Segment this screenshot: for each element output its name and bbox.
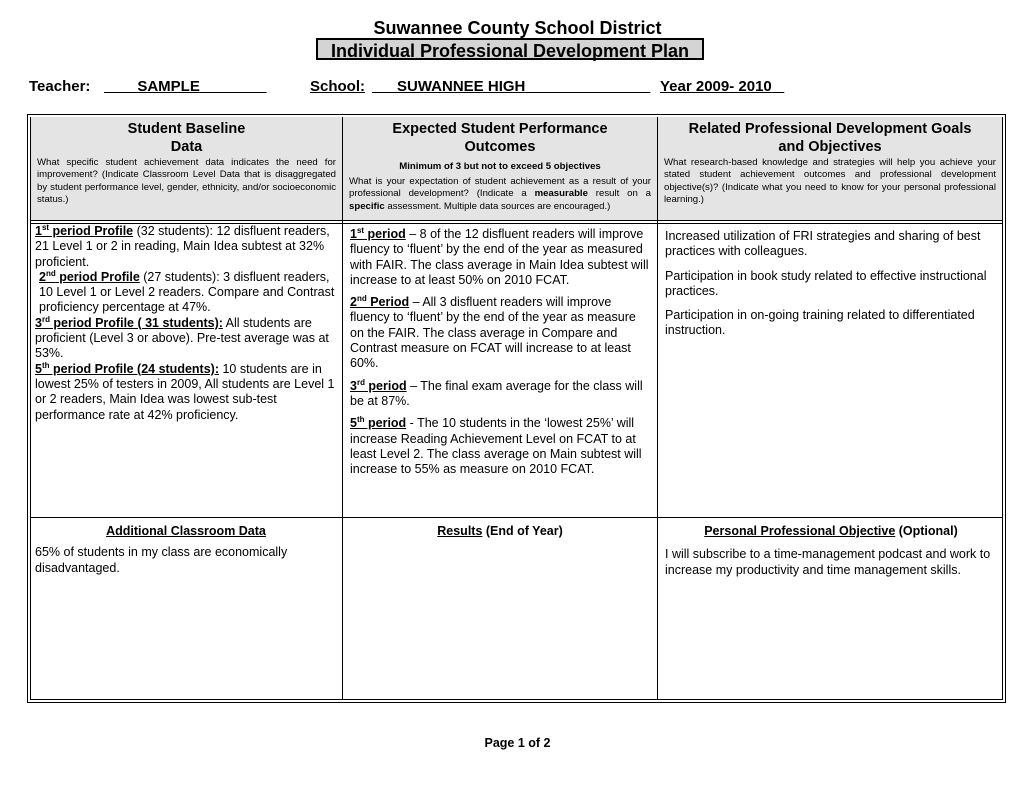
header-outcomes-title (349, 120, 651, 156)
school-label: School: (310, 78, 365, 95)
outcome-item-label: 2nd Period (350, 294, 410, 310)
results-cell (350, 524, 650, 539)
teacher-label: Teacher: (29, 78, 91, 95)
personal-objective-title: Personal Professional Objective (704, 524, 896, 538)
header-outcomes-line2: Outcomes (464, 139, 536, 155)
baseline-item-text: All students are proficient (Level 3 or above). Pre-test average was at 53%. (35, 315, 329, 361)
additional-data-text: 65% of students in my class are economically disadvantaged. (35, 545, 288, 575)
baseline-item-label: 2nd period Profile (39, 268, 140, 284)
year-value: Year 2009- 2010 (660, 78, 772, 95)
baseline-item-label: 3rd period Profile ( 31 students): (35, 314, 223, 330)
header-baseline-line2: Data (170, 139, 203, 155)
header-outcomes-description (349, 176, 651, 213)
desc-pre: What is your expectation of student achievement as a result of your professional development? (Indicate a (349, 176, 651, 200)
desc-post: assessment. Multiple data sources are encouraged.) (384, 200, 611, 212)
baseline-item-text: (27 students): 3 disfluent readers, 10 Level 1 or Level 2 readers. Compare and Contrast proficiency percentage at 47%. (39, 269, 335, 315)
bottom-row-divider (30, 517, 1003, 518)
district-title: Suwannee County School District (373, 18, 662, 38)
additional-data-cell (35, 524, 337, 576)
baseline-item-text: (32 students): 12 disfluent readers, 21 Level 1 or 2 in reading, Main Idea subtest at 32% proficient. (35, 224, 330, 269)
column-divider-1 (342, 117, 343, 700)
header-goals-line1: Related Professional Development Goals (688, 121, 972, 137)
desc-bold-measurable: measurable (534, 188, 588, 200)
column-divider-2 (657, 117, 658, 700)
outcome-item-text: – All 3 disfluent readers will improve fluency to ‘fluent’ by the end of the year as measure on the FAIR. The class average in Compare and Contrast measure on FCAT will increase to at least 60%. (350, 295, 636, 371)
additional-data-title: Additional Classroom Data (106, 524, 266, 538)
outcome-item-label: 1st period (350, 225, 406, 241)
header-row-divider (30, 220, 1003, 221)
outcome-item (350, 379, 650, 410)
desc-bold-specific: specific (349, 200, 385, 212)
goal-item: Increased utilization of FRI strategies and sharing of best practices with colleagues. (665, 229, 981, 259)
header-goals (658, 117, 1002, 220)
outcomes-cell (350, 227, 650, 484)
teacher-name: SAMPLE (137, 78, 200, 95)
personal-objective-cell (665, 524, 997, 578)
outcome-item-label: 3rd period (350, 377, 407, 393)
header-baseline (31, 117, 342, 220)
header-goals-description: What research-based knowledge and strategies will help you achieve your stated student achievement outcomes and professional development objective(s)? (Indicate what you need to know for your personal professional learning.) (664, 157, 996, 205)
outcome-item (350, 416, 650, 477)
baseline-item-label: 5th period Profile (24 students): (35, 360, 219, 376)
baseline-item (35, 224, 337, 270)
baseline-item (35, 362, 337, 423)
baseline-item-text: 10 students are in lowest 25% of testers in 2009, All students are Level 1 or 2 readers, Main Idea was lowest sub-test performance rate at 42% proficiency. (35, 361, 335, 422)
goals-cell (665, 229, 999, 346)
outcome-item-label: 5th period (350, 415, 407, 431)
outcome-item-text: - The 10 students in the ‘lowest 25%’ will increase Reading Achievement Level on FCAT to at least Level 2. The class average on Main subtest will increase to 55% as measure on 2010 FCAT. (350, 416, 642, 477)
goal-item: Participation in book study related to effective instructional practices. (665, 268, 987, 298)
header-outcomes-subnote: Minimum of 3 but not to exceed 5 objectives (399, 161, 601, 172)
header-baseline-description: What specific student achievement data indicates the need for improvement? (Indicate Classroom Level Data that is disaggregated by student performance level, gender, ethnicity, and/or socioeconomic status.) (37, 157, 336, 205)
baseline-data-cell (35, 224, 337, 423)
plan-title: Individual Professional Development Plan (316, 38, 704, 60)
outcome-item-text: – The final exam average for the class will be at 87%. (350, 378, 643, 408)
baseline-item (35, 316, 337, 362)
outcome-item-text: – 8 of the 12 disfluent readers will improve fluency to ‘fluent’ by the end of the year as measured with FAIR. The class average in Main Idea subtest will increase to at least 50% on 2010 FCAT. (350, 227, 649, 287)
personal-objective-suffix: (Optional) (895, 524, 958, 538)
school-value (372, 78, 650, 95)
header-outcomes (343, 117, 657, 220)
results-suffix: (End of Year) (482, 524, 563, 538)
header-goals-title (664, 120, 996, 156)
baseline-item-label: 1st period Profile (35, 222, 134, 238)
outcome-item (350, 295, 650, 371)
desc-mid: result on a (587, 188, 652, 200)
school-name: SUWANNEE HIGH (397, 78, 526, 95)
header-outcomes-line1: Expected Student Performance (392, 121, 608, 137)
header-baseline-title (37, 120, 336, 156)
page-number: Page 1 of 2 (484, 736, 551, 750)
year-label (660, 78, 784, 95)
outcome-item (350, 227, 650, 288)
header-goals-line2: and Objectives (778, 139, 882, 155)
results-title: Results (437, 524, 483, 538)
goal-item: Participation in on-going training related to differentiated instruction. (665, 308, 975, 338)
personal-objective-heading (665, 524, 997, 539)
results-heading (350, 524, 650, 539)
baseline-item (35, 270, 337, 316)
personal-objective-text: I will subscribe to a time-management podcast and work to increase my productivity and time management skills. (665, 547, 991, 577)
header-baseline-line1: Student Baseline (127, 121, 246, 137)
teacher-value (104, 78, 267, 95)
